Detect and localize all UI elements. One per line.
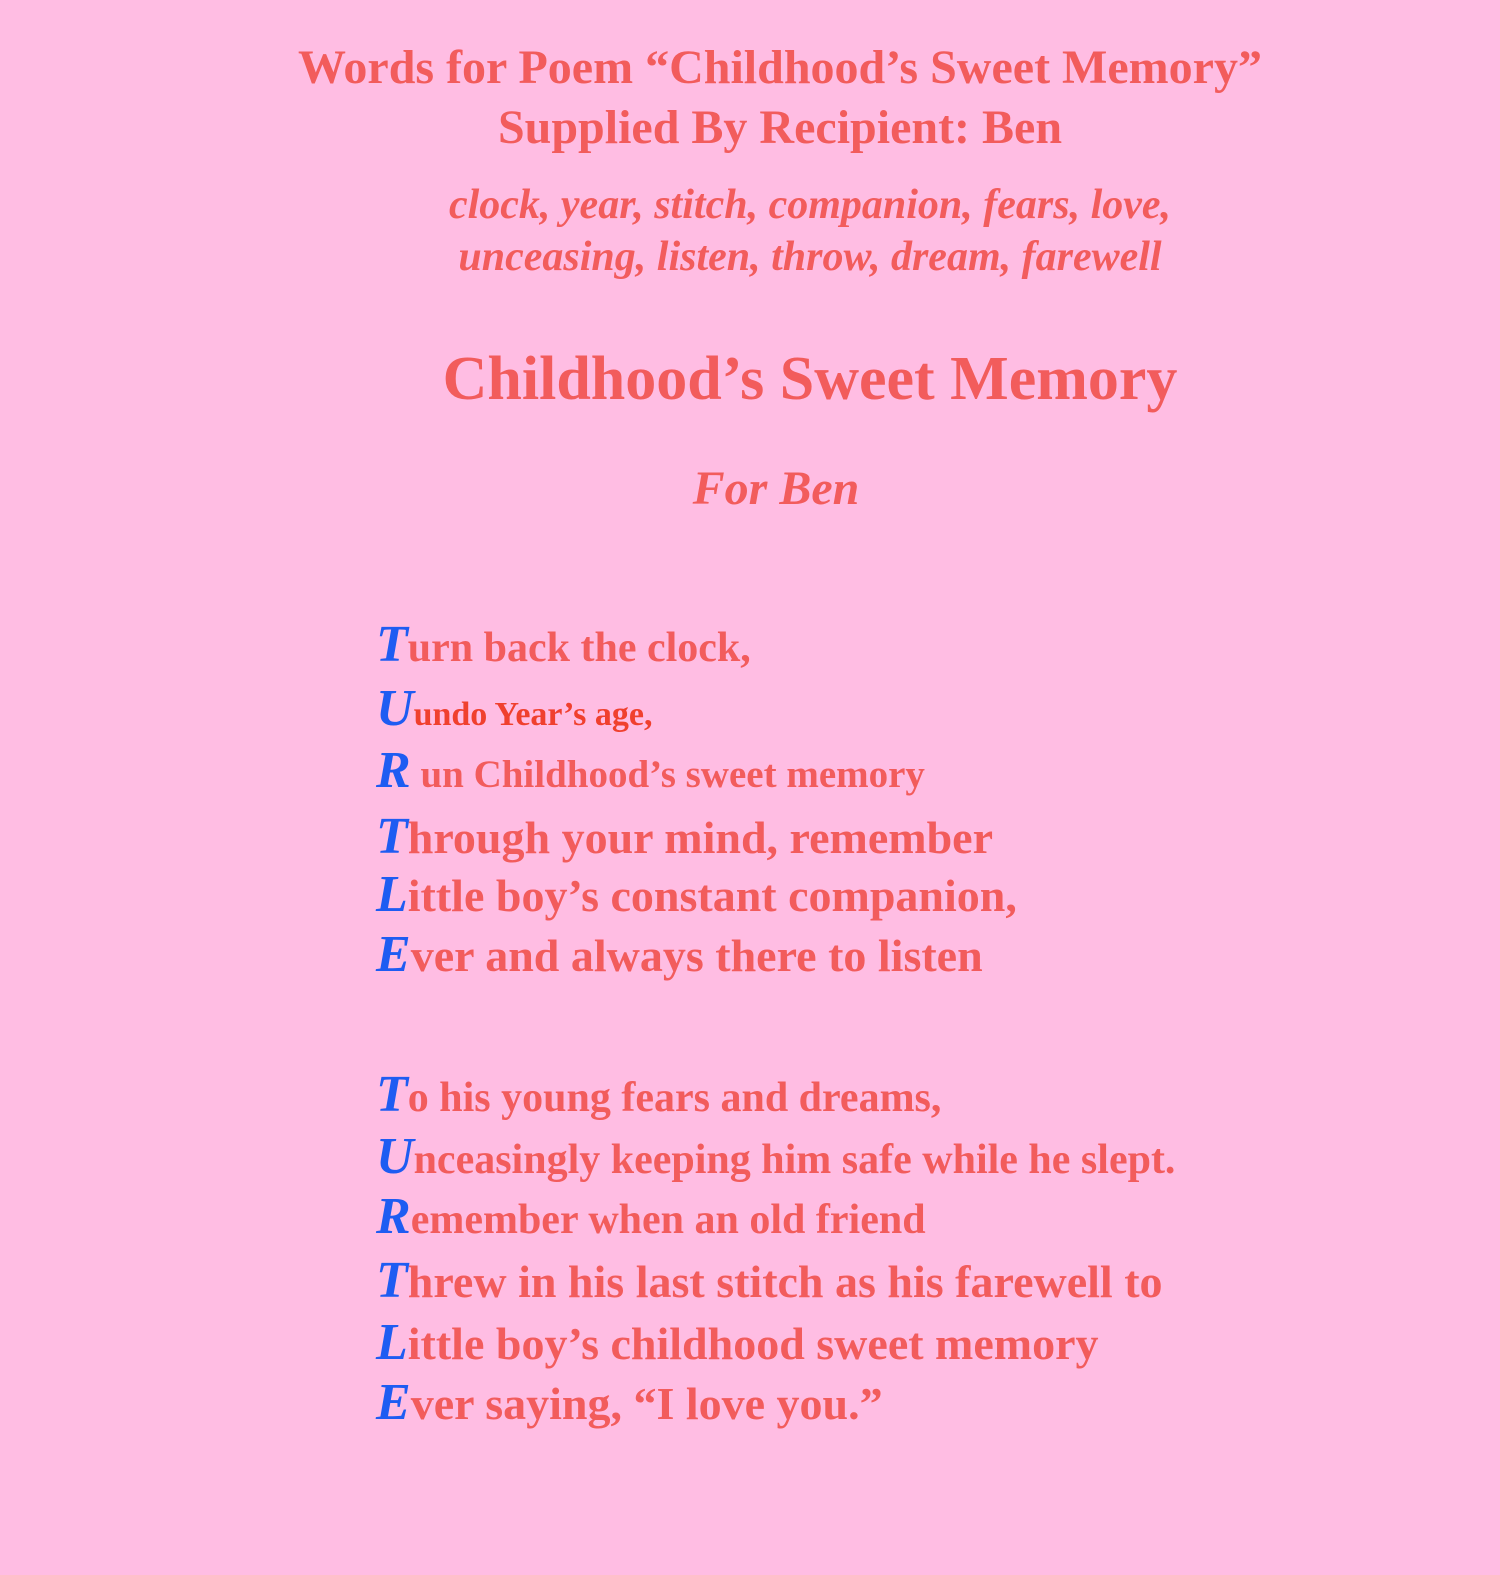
poem-line-text: ver and always there to listen — [410, 930, 983, 981]
poem-line-text: emember when an old friend — [410, 1197, 926, 1243]
acrostic-initial: E — [376, 926, 411, 983]
acrostic-initial: U — [376, 1128, 414, 1185]
poem-title: Childhood’s Sweet Memory — [442, 345, 1178, 413]
acrostic-initial: T — [376, 808, 408, 865]
poem-line-text: hrough your mind, remember — [407, 812, 994, 863]
acrostic-initial: L — [376, 1314, 408, 1371]
poem-line — [376, 1066, 942, 1123]
poem-line — [376, 616, 751, 673]
poem-line — [376, 1374, 883, 1431]
acrostic-initial: L — [376, 866, 408, 923]
poem-line — [376, 742, 925, 800]
poem-line — [376, 1188, 926, 1245]
poem-line — [376, 1252, 1163, 1309]
acrostic-initial: T — [376, 1066, 408, 1123]
supplied-words-line-2: unceasing, listen, throw, dream, farewell — [458, 234, 1162, 280]
acrostic-initial: E — [376, 1374, 411, 1431]
poem-line-text: ver saying, “I love you.” — [410, 1378, 883, 1429]
poem-line — [376, 866, 1017, 923]
poem-line — [376, 1314, 1099, 1371]
poem-line-text: ittle boy’s constant companion, — [407, 870, 1017, 921]
poem-line-text: hrew in his last stitch as his farewell to — [407, 1256, 1163, 1307]
poem-dedication: For Ben — [692, 462, 860, 515]
poem-line — [376, 680, 653, 740]
poem-line-text: undo Year’s age, — [413, 696, 653, 733]
acrostic-initial: R — [376, 742, 411, 799]
poem-line — [376, 1128, 1176, 1185]
acrostic-initial: T — [376, 616, 408, 673]
acrostic-initial: R — [376, 1188, 411, 1245]
poem-line-text: un Childhood’s sweet memory — [410, 753, 925, 796]
acrostic-initial: T — [376, 1252, 408, 1309]
poem-line-text: urn back the clock, — [407, 625, 751, 671]
poem-line — [376, 808, 994, 865]
poem-line — [376, 926, 983, 983]
header-title: Words for Poem “Childhood’s Sweet Memory” — [298, 41, 1262, 94]
supplied-words-line-1: clock, year, stitch, companion, fears, love, — [448, 182, 1172, 228]
header-recipient: Supplied By Recipient: Ben — [497, 101, 1063, 154]
acrostic-initial: U — [376, 680, 414, 737]
poem-line-text: nceasingly keeping him safe while he slept. — [413, 1137, 1176, 1183]
poem-line-text: ittle boy’s childhood sweet memory — [407, 1318, 1099, 1369]
poem-line-text: o his young fears and dreams, — [407, 1075, 942, 1121]
